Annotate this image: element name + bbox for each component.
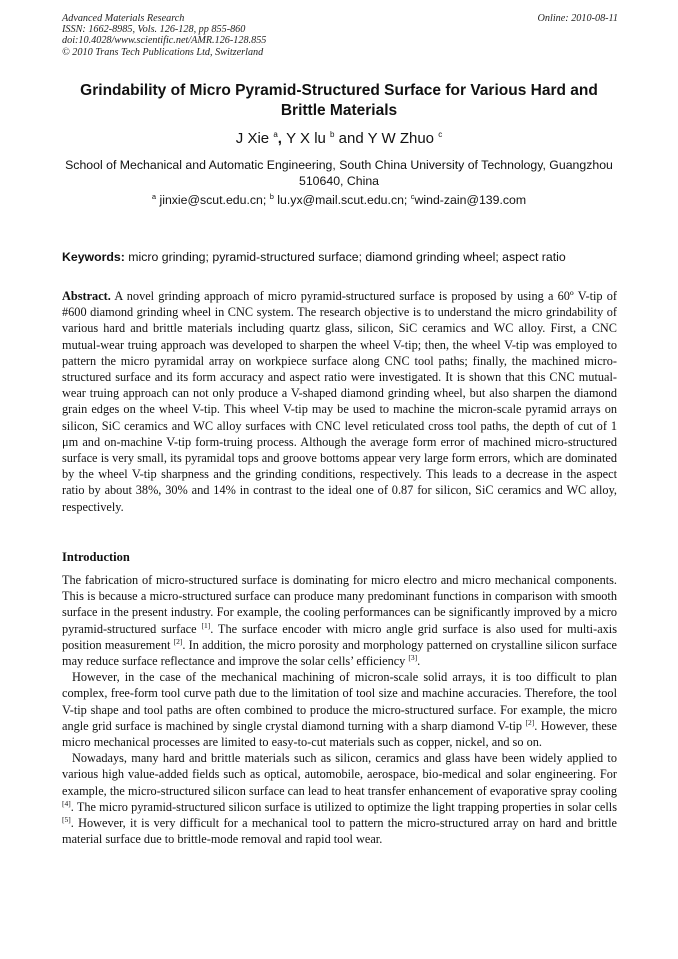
citation: [2] [173,636,183,646]
journal-issn: ISSN: 1662-8985, Vols. 126-128, pp 855-860 [62,24,246,36]
paragraph [62,572,617,669]
journal-copyright: © 2010 Trans Tech Publications Ltd, Switzerland [62,46,264,58]
author-name: Y W Zhuo [367,130,435,147]
text-run: . However, it is very difficult for a mechanical tool to pattern the micro-structured array on hard and brittle material surface due to brittle-mode removal and rapid tool wear. [62,816,617,847]
paragraph [62,669,617,750]
author-name: Y X lu [286,130,326,147]
email-address: jinxie@scut.edu.cn; [156,193,270,207]
author-list [62,130,616,148]
affiliation: School of Mechanical and Automatic Engineering, South China University of Technology, Guangzhou 510640, China [65,158,613,188]
abstract-label: Abstract. [62,289,111,303]
keywords [62,250,618,265]
author-sup: c [438,130,443,139]
author-emails [62,193,616,208]
journal-doi: doi:10.4028/www.scientific.net/AMR.126-128.855 [62,35,267,47]
author-separator: and [334,130,368,147]
abstract [62,288,617,515]
email-address: lu.yx@mail.scut.edu.cn; [273,193,411,207]
journal-header [62,13,618,58]
text-run: However, in the case of the mechanical machining of micron-scale solid arrays, it is too difficult to plan complex, free-form tool curve path due to the limitation of tool size and machine accuracies. Therefore, the tool V-tip shape and tool paths are often combined to produce the micro-structured surface. For example, the micro angle grid surface is machined by single crystal diamond turning with a sharp diamond V-tip [62,670,617,733]
paragraph [62,750,617,847]
email-sup: a [151,191,157,201]
introduction-body [62,572,617,847]
author-name: J Xie [235,130,270,147]
email-address: wind-zain@139.com [414,193,527,207]
author-separator: , [277,130,287,147]
text-run: . The surface encoder with micro angle grid surface is also used for multi-axis position measurement [62,621,617,652]
author-sup: b [330,130,335,139]
keywords-text: micro grinding; pyramid-structured surface; diamond grinding wheel; aspect ratio [124,250,566,264]
citation: [4] [62,798,71,808]
author-sup: a [273,130,278,139]
abstract-text: A novel grinding approach of micro pyramid-structured surface is proposed by using a 60º V-tip of #600 diamond grinding wheel in CNC system. The research objective is to understand the micro grindability of various hard and brittle materials including quartz glass, silicon, SiC ceramics and WC alloy. First, a CNC mutual-wear truing approach was developed to sharpen the wheel V-tip; then, the wheel V-tip was employed to pattern the micro pyramidal array on workpiece surface along CNC tool paths; finally, the machined micro-structured surface and its form accuracy and aspect ratio were investigated. It is shown that this CNC mutual-wear truing approach can not only produce a V-shaped diamond grinding wheel, but also sharpen the diamond grain edges on the wheel V-tip. This wheel V-tip may be used to machine the micron-scale pyramid arrays on silicon, SiC ceramics and WC alloy surfaces with CNC level reticulated cross tool paths, the depth of cut of 1 μm and on-machine V-tip form-truing process. Although the average form error of machined micro-structured surface is very small, its pyramidal tops and groove bottoms appear very large form errors, which are dominated by the wheel V-tip sharpness and the grinding conditions, respectively. This leads to a decrease in the aspect ratio by about 38%, 30% and 14% in contrast to the ideal one of 0.87 for silicon, SiC ceramics and WC alloy, respectively. [62,289,617,514]
text-run: Nowadays, many hard and brittle materials such as silicon, ceramics and glass have been widely applied to various high value-added fields such as optical, automobile, aerospace, bio-medical and solar engineering. For example, the micro-structured silicon surface can lead to heat transfer enhancement of evaporative spray cooling [62,751,617,798]
email-sup: c [410,191,415,201]
paper-title: Grindability of Micro Pyramid-Structured Surface for Various Hard and Brittle Materials [80,82,598,119]
citation: [1] [201,620,211,630]
text-run: . However, these micro mechanical processes are limited to easy-to-cut materials such as copper, nickel, and so on. [62,718,617,750]
keywords-label: Keywords: [62,250,125,264]
citation: [2] [525,717,535,727]
citation: [3] [408,652,418,662]
text-run: . [417,654,421,669]
citation: [5] [62,814,71,824]
journal-name: Advanced Materials Research [62,13,185,24]
online-date: Online: 2010-08-11 [537,13,618,24]
text-run: . The micro pyramid-structured silicon surface is utilized to optimize the light trapping properties in solar cells [70,799,617,814]
text-run: The fabrication of micro-structured surface is dominating for micro electro and micro mechanical components. This is because a micro-structured surface can produce many predominant functions in comparison with smooth surface in the present industry. For example, the cooling performances can be significantly improved by a micro pyramid-structured surface [62,573,617,636]
text-run: . In addition, the micro porosity and morphology patterned on crystalline silicon surface may reduce surface reflectance and improve the solar cells’ efficiency [62,637,617,669]
email-sup: b [269,191,274,201]
section-heading-introduction: Introduction [62,550,130,564]
